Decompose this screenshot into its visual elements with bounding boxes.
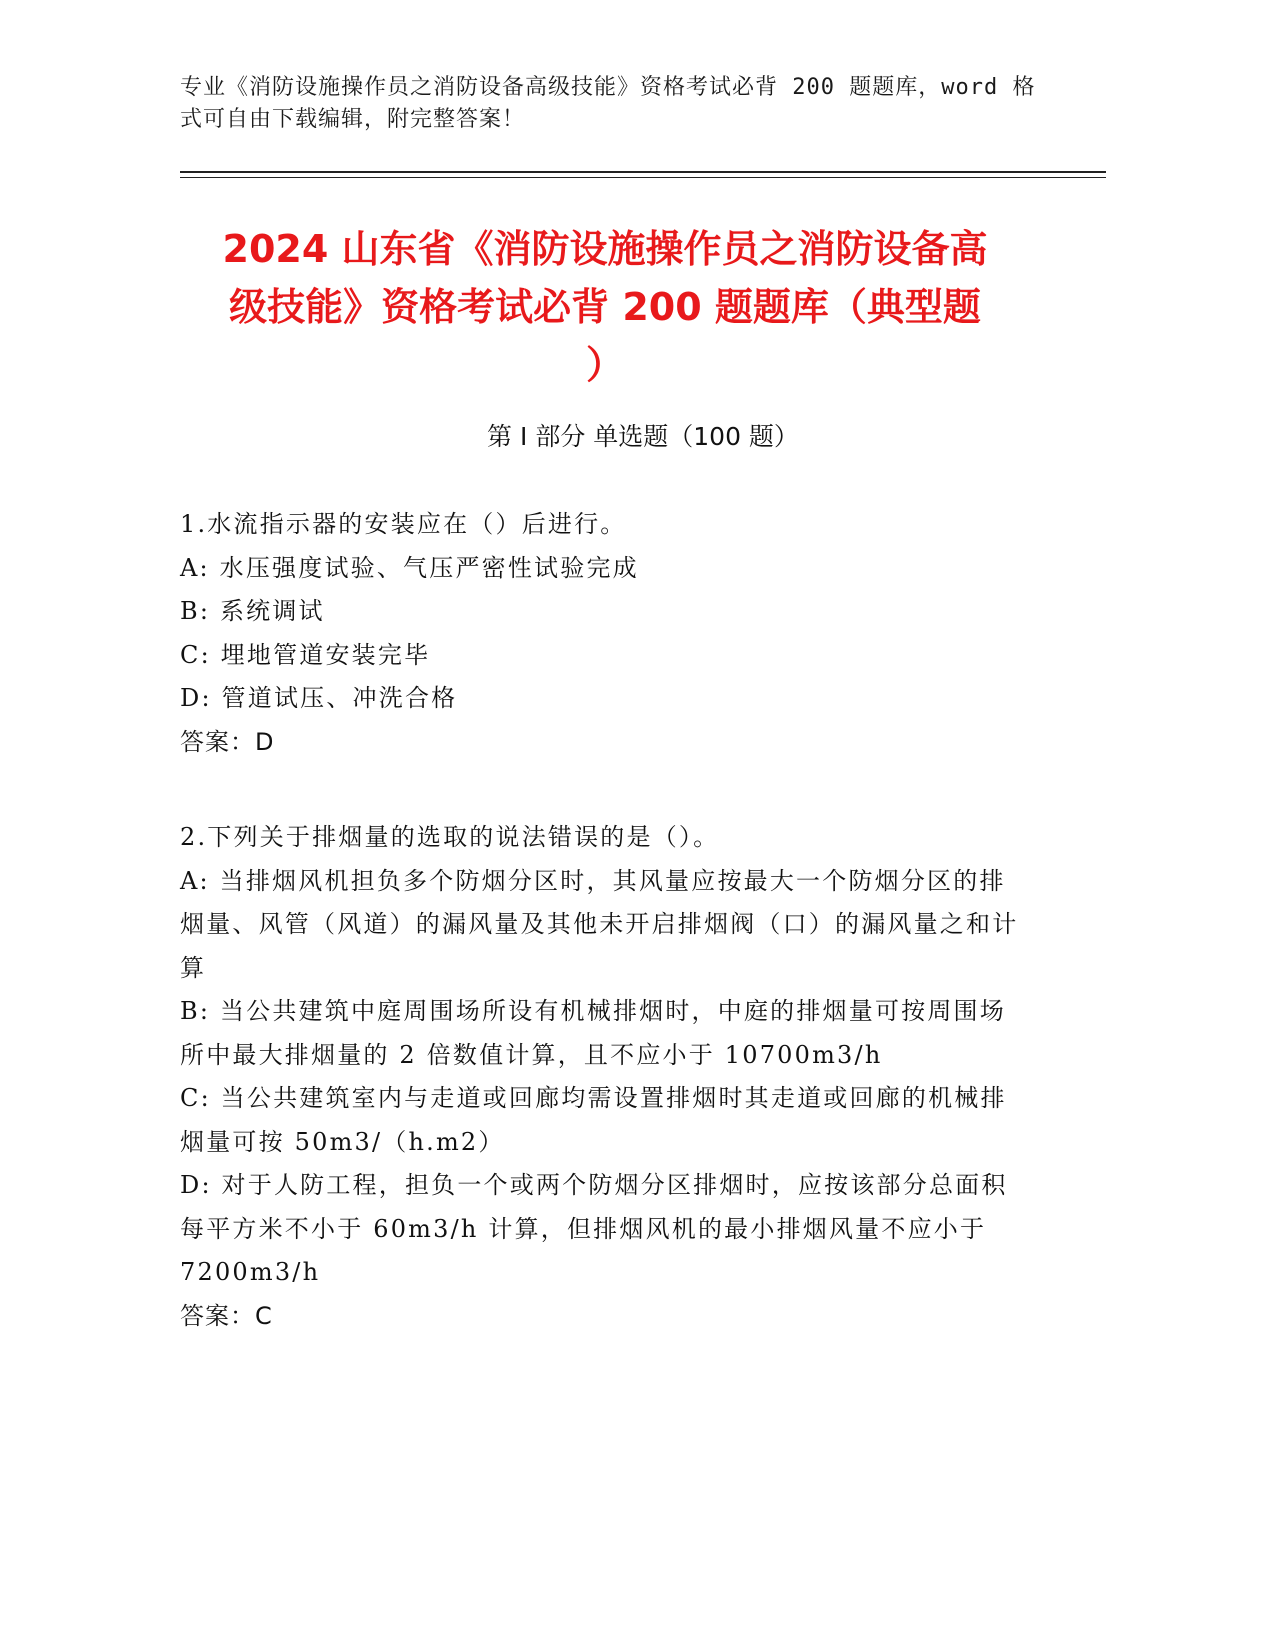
question-stem: 1.水流指示器的安装应在（）后进行。 xyxy=(180,510,627,538)
document-title xyxy=(170,220,1040,394)
section-title: 第 I 部分 单选题（100 题） xyxy=(487,422,799,451)
option-d: D: 管道试压、冲洗合格 xyxy=(180,684,458,712)
option-b: B: 当公共建筑中庭周围场所设有机械排烟时，中庭的排烟量可按周围场所中最大排烟量的 2 倍数值计算，且不应小于 10700m3/h xyxy=(180,997,1006,1069)
question-list xyxy=(180,503,1030,1390)
document-title-line-1: 2024 山东省《消防设施操作员之消防设备高 xyxy=(222,227,988,271)
option-a: A: 水压强度试验、气压严密性试验完成 xyxy=(180,553,639,582)
question-stem: 2.下列关于排烟量的选取的说法错误的是（）。 xyxy=(180,823,720,851)
answer: 答案：D xyxy=(180,727,275,756)
option-c: C: 埋地管道安装完毕 xyxy=(180,640,431,669)
header-divider-thin xyxy=(180,177,1106,178)
header-divider-thick xyxy=(180,171,1106,173)
question-2 xyxy=(180,816,1030,1338)
document-title-line-3: ） xyxy=(585,343,624,387)
header-note xyxy=(180,72,1040,136)
answer: 答案：C xyxy=(180,1301,273,1330)
header-note-line-2: 式可自由下载编辑，附完整答案！ xyxy=(180,107,526,132)
document-title-line-2: 级技能》资格考试必背 200 题题库（典型题 xyxy=(229,285,981,329)
option-a: A: 当排烟风机担负多个防烟分区时，其风量应按最大一个防烟分区的排烟量、风管（风道）的漏风量及其他未开启排烟阀（口）的漏风量之和计算 xyxy=(180,866,1019,982)
option-d: D: 对于人防工程，担负一个或两个防烟分区排烟时，应按该部分总面积每平方米不小于 60m3/h 计算，但排烟风机的最小排烟风量不应小于 7200m3/h xyxy=(180,1171,1008,1286)
header-note-line-1: 专业《消防设施操作员之消防设备高级技能》资格考试必背 200 题题库，word 格 xyxy=(180,75,1036,100)
option-b: B: 系统调试 xyxy=(180,597,325,625)
question-1 xyxy=(180,503,1030,764)
option-c: C: 当公共建筑室内与走道或回廊均需设置排烟时其走道或回廊的机械排烟量可按 50m3/（h.m2） xyxy=(180,1084,1007,1156)
